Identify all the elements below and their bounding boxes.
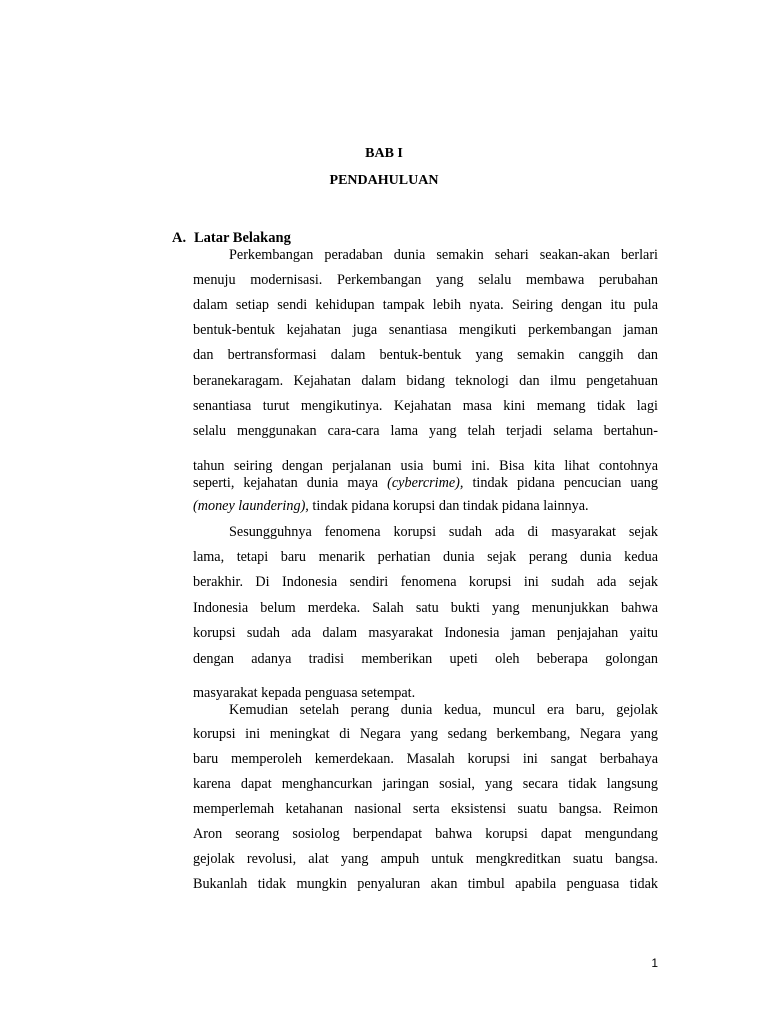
- section-letter: A.: [172, 230, 187, 246]
- text-line: dalam setiap sendi kehidupan tampak lebih nyata. Seiring dengan itu pula: [193, 297, 658, 313]
- text-line: masyarakat kepada penguasa setempat.: [193, 685, 416, 701]
- text-line: dengan adanya tradisi memberikan upeti oleh beberapa golongan: [193, 651, 658, 667]
- text-run: seperti, kejahatan dunia maya: [193, 475, 388, 491]
- text-line: Perkembangan peradaban dunia semakin sehari seakan-akan berlari: [229, 247, 658, 263]
- text-line: korupsi ini meningkat di Negara yang sedang berkembang, Negara yang: [193, 726, 658, 742]
- text-line: Aron seorang sosiolog berpendapat bahwa korupsi dapat mengundang: [193, 826, 658, 842]
- italic-term: (cybercrime),: [387, 475, 464, 491]
- section-title: Latar Belakang: [194, 230, 291, 246]
- text-line: Sesungguhnya fenomena korupsi sudah ada di masyarakat sejak: [229, 524, 658, 540]
- chapter-title: PENDAHULUAN: [329, 173, 439, 188]
- text-line: tahun seiring dengan perjalanan usia bumi ini. Bisa kita lihat contohnya: [193, 458, 658, 474]
- italic-term: (money laundering),: [193, 498, 309, 514]
- text-line: Indonesia belum merdeka. Salah satu bukti yang menunjukkan bahwa: [193, 600, 658, 616]
- page-number: 1: [651, 956, 658, 970]
- text-line: berakhir. Di Indonesia sendiri fenomena korupsi ini sudah ada sejak: [193, 574, 658, 590]
- text-line: gejolak revolusi, alat yang ampuh untuk mengkreditkan suatu bangsa.: [193, 851, 658, 867]
- section-heading: [172, 230, 291, 247]
- text-line: korupsi sudah ada dalam masyarakat Indonesia jaman penjajahan yaitu: [193, 625, 658, 641]
- text-line: baru memperoleh kemerdekaan. Masalah korupsi ini sangat berbahaya: [193, 751, 658, 767]
- text-line: [193, 497, 658, 515]
- text-line: Kemudian setelah perang dunia kedua, muncul era baru, gejolak: [229, 702, 658, 718]
- text-line: karena dapat menghancurkan jaringan sosial, yang secara tidak langsung: [193, 776, 658, 792]
- text-line: [193, 474, 658, 492]
- text-line: bentuk-bentuk kejahatan juga senantiasa mengikuti perkembangan jaman: [193, 322, 658, 338]
- text-run: tindak pidana korupsi dan tindak pidana lainnya.: [308, 498, 589, 514]
- text-line: menuju modernisasi. Perkembangan yang selalu membawa perubahan: [193, 272, 658, 288]
- chapter-number: BAB I: [365, 146, 403, 161]
- text-line: dan bertransformasi dalam bentuk-bentuk yang semakin canggih dan: [193, 347, 658, 363]
- text-line: selalu menggunakan cara-cara lama yang telah terjadi selama bertahun-: [193, 423, 658, 439]
- text-line: lama, tetapi baru menarik perhatian dunia sejak perang dunia kedua: [193, 549, 658, 565]
- text-run: tindak pidana pencucian uang: [463, 475, 658, 491]
- text-line: memperlemah ketahanan nasional serta eksistensi suatu bangsa. Reimon: [193, 801, 658, 817]
- text-line: senantiasa turut mengikutinya. Kejahatan masa kini memang tidak lagi: [193, 398, 658, 414]
- text-line: beranekaragam. Kejahatan dalam bidang teknologi dan ilmu pengetahuan: [193, 373, 658, 389]
- text-line: Bukanlah tidak mungkin penyaluran akan timbul apabila penguasa tidak: [193, 876, 658, 892]
